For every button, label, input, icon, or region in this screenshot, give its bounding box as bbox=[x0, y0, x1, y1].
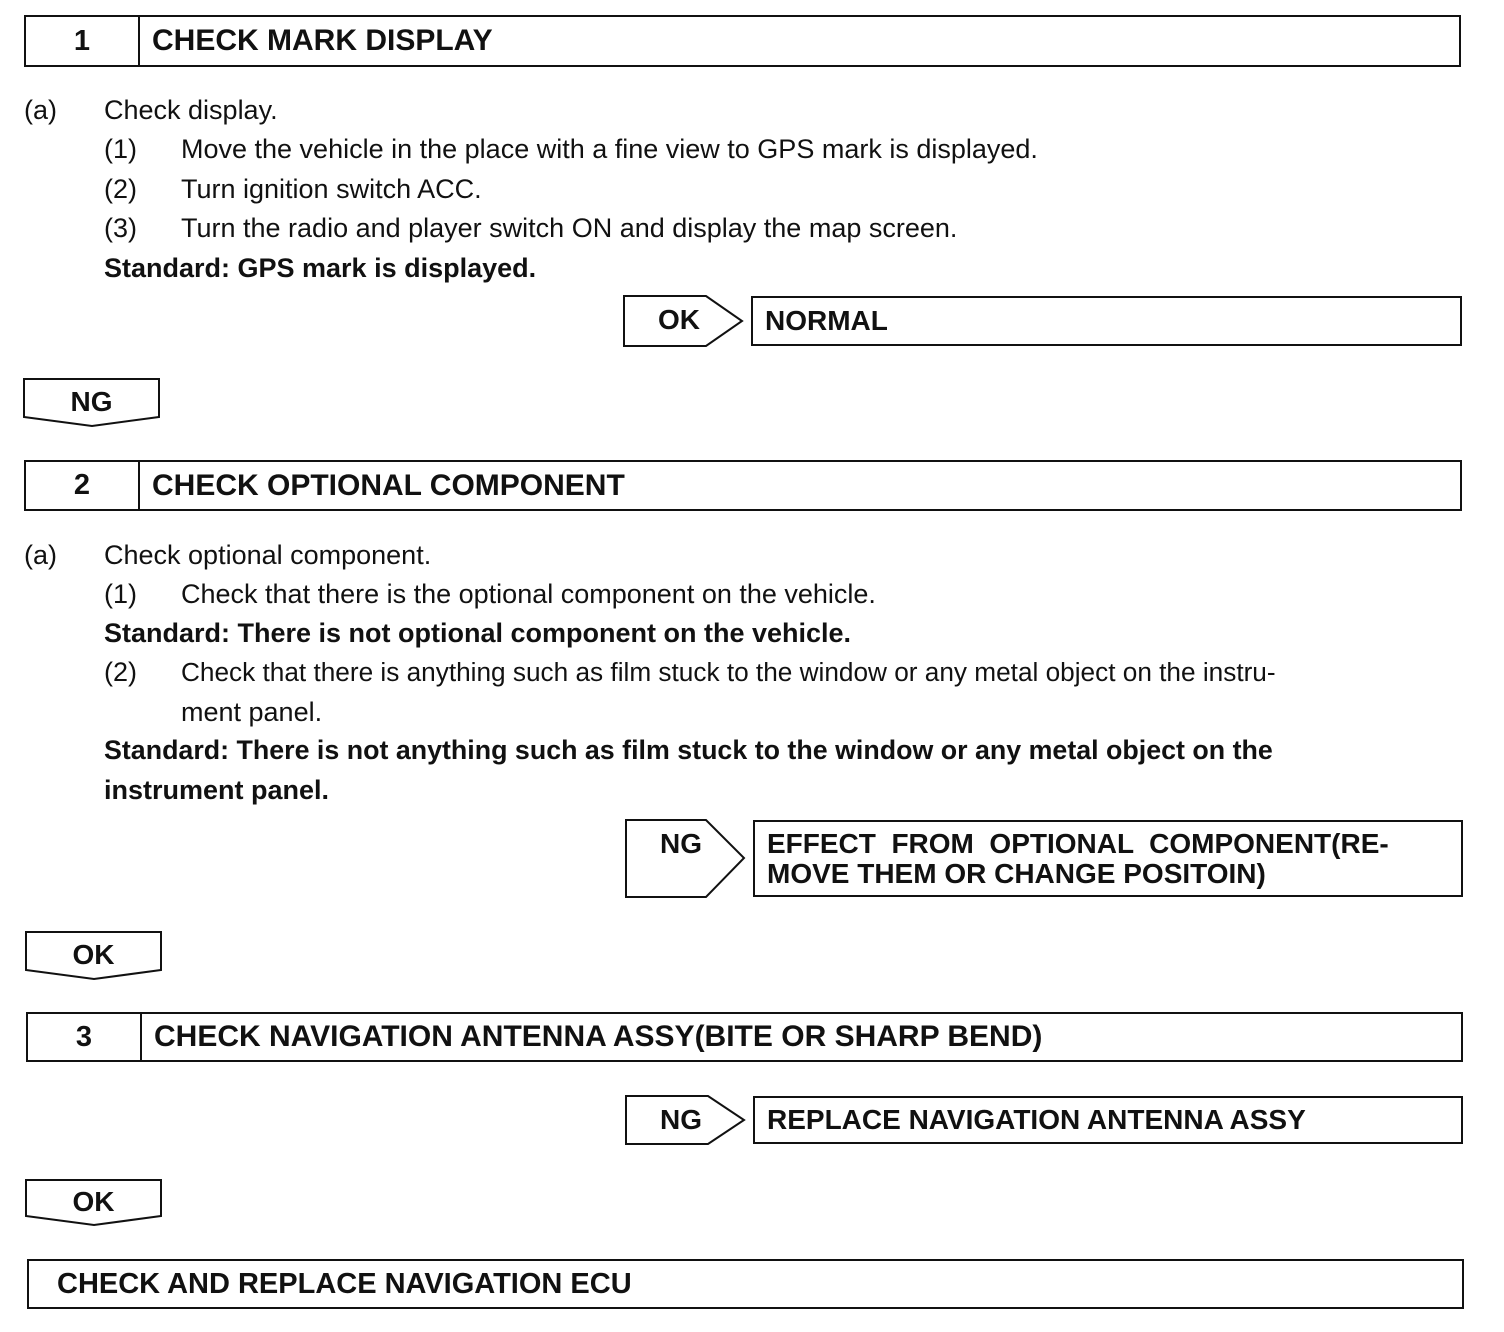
final-action-box bbox=[27, 1259, 1464, 1309]
step-1-a-text: Check display. bbox=[104, 95, 278, 125]
step-1-a-label: (a) bbox=[24, 95, 57, 125]
step-1-ng-tag: NG bbox=[70, 386, 113, 417]
step-2-item-1-num: (1) bbox=[104, 579, 137, 609]
step-2-standard-2-line-2: instrument panel. bbox=[104, 775, 330, 805]
step-2-standard-1: Standard: There is not optional component on the vehicle. bbox=[104, 618, 852, 648]
step-2-a-text: Check optional component. bbox=[104, 540, 432, 570]
step-1-item-3-num: (3) bbox=[104, 213, 137, 243]
step-3-number: 3 bbox=[28, 1014, 142, 1060]
step-1-number: 1 bbox=[26, 17, 140, 65]
step-1-normal-text: NORMAL bbox=[765, 305, 888, 336]
step-2-item-2-num: (2) bbox=[104, 657, 137, 687]
step-1-item-1-text: Move the vehicle in the place with a fine view to GPS mark is displayed. bbox=[181, 134, 1038, 164]
step-2-ok-tag: OK bbox=[72, 939, 115, 970]
step-2-item-2-line-2: ment panel. bbox=[181, 697, 323, 727]
step-1-standard: Standard: GPS mark is displayed. bbox=[104, 253, 537, 283]
final-action-title: CHECK AND REPLACE NAVIGATION ECU bbox=[57, 1267, 632, 1300]
step-2-item-1-text: Check that there is the optional component on the vehicle. bbox=[181, 579, 876, 609]
step-1-item-2-text: Turn ignition switch ACC. bbox=[181, 174, 482, 204]
step-2-effect-line-2: MOVE THEM OR CHANGE POSITOIN) bbox=[767, 857, 1266, 889]
step-2-standard-2-line-1: Standard: There is not anything such as film stuck to the window or any metal object on the bbox=[104, 735, 1273, 765]
step-1-item-3-text: Turn the radio and player switch ON and display the map screen. bbox=[181, 213, 958, 243]
step-2-effect-line-1: EFFECT FROM OPTIONAL COMPONENT(RE- bbox=[767, 827, 1389, 859]
step-1-title: CHECK MARK DISPLAY bbox=[152, 24, 493, 57]
step-3-ng-tag: NG bbox=[660, 1104, 702, 1135]
step-2-title: CHECK OPTIONAL COMPONENT bbox=[152, 468, 625, 502]
step-2-a-label: (a) bbox=[24, 540, 57, 570]
step-3-ok-tag: OK bbox=[72, 1186, 115, 1217]
step-2-ng-tag: NG bbox=[660, 828, 702, 859]
step-2-item-2-line-1: Check that there is anything such as film stuck to the window or any metal object on the instru- bbox=[181, 657, 1276, 687]
step-3-replace-text: REPLACE NAVIGATION ANTENNA ASSY bbox=[767, 1104, 1306, 1135]
step-3-title: CHECK NAVIGATION ANTENNA ASSY(BITE OR SHARP BEND) bbox=[154, 1020, 1043, 1053]
step-1-ok-tag: OK bbox=[658, 304, 700, 335]
step-1-item-1-num: (1) bbox=[104, 134, 137, 164]
step-2-number: 2 bbox=[26, 462, 140, 509]
step-1-item-2-num: (2) bbox=[104, 174, 137, 204]
